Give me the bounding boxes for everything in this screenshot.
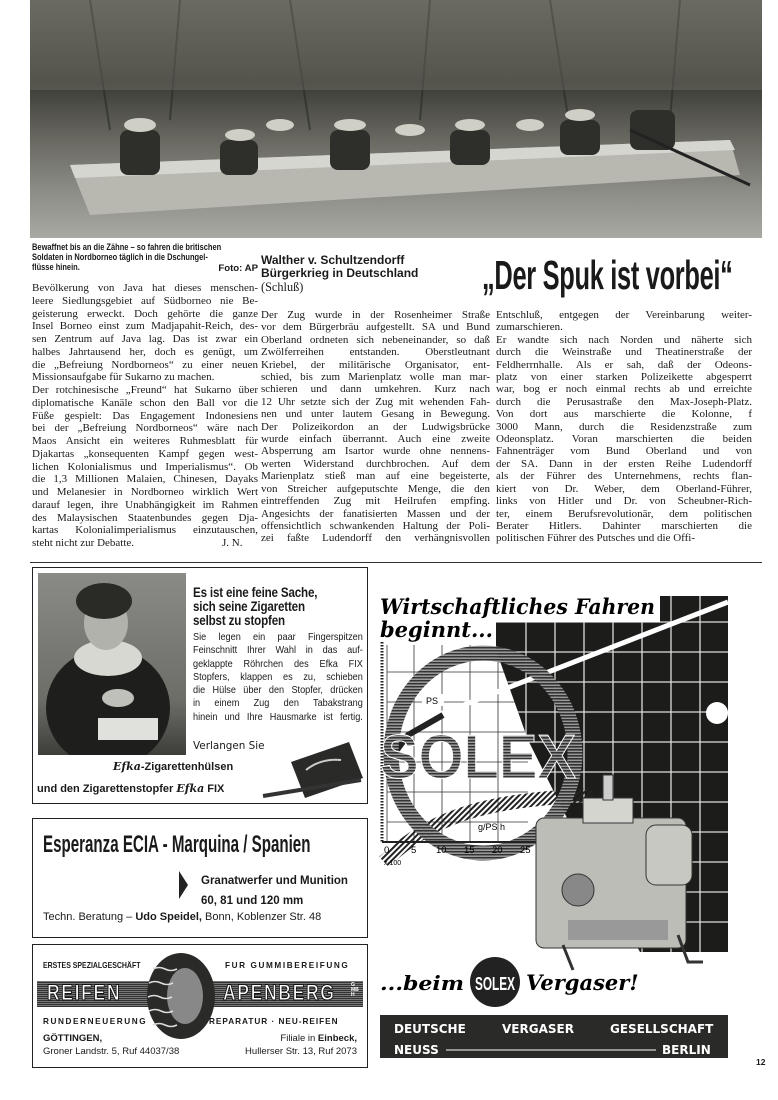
body-line: in einem Zug den Tabakstrang	[193, 698, 363, 710]
text-line: und Melanesier in Nordborneo wirklich Wert	[32, 486, 258, 498]
text-line: Djakartas „konsequenten Kampf gegen west-	[32, 447, 258, 460]
text-line: kartas Kolonialimperialismus einzutauschen,	[32, 524, 258, 537]
solex-logo-text: SOLEX	[380, 723, 576, 792]
product-line: Granatwerfer und Munition	[201, 875, 348, 887]
text-line: offensichtlich schwankenden Haltung der Poli-	[261, 519, 490, 532]
text-line: vor dem Bürgerbräu aufgestellt. SA und Bund	[261, 321, 490, 334]
text-line: die 1,3 Millionen Malaien, Chinesen, Dayaks	[32, 473, 258, 486]
x-tick: 0	[384, 845, 390, 856]
photo-soldiers-boat	[30, 0, 762, 238]
text-line: eintreffenden Zug mit Heilrufen empfing.	[261, 495, 490, 508]
text-line: Kriebel, der militärische Organisator, ent-	[261, 358, 490, 371]
product-fix: FIX	[207, 783, 225, 795]
address: Groner Landstr. 5, Ruf 44037/38	[43, 1045, 180, 1057]
product-name: und den Zigarettenstopfer	[37, 783, 174, 795]
caption-line: Soldaten in Nordborneo täglich in die Dschungel-	[32, 252, 208, 264]
ad-tagline-left: ERSTES SPEZIALGESCHÄFT	[43, 961, 141, 970]
ad-solex	[378, 590, 730, 1065]
ad-efka-product2	[37, 782, 224, 795]
text-line: als der Führer des Unternehmens, rechts flan-	[496, 470, 752, 483]
text-line: Odeonsplatz. Voran marschierten die beiden	[496, 433, 752, 446]
brand-gmbh: GMBH	[351, 982, 359, 998]
body-line: Sie legen ein paar Fingerspitzen	[193, 632, 363, 643]
text-line: Berater Hitlers. Dahinter marschierten die	[496, 519, 752, 532]
solex-badge-text: SOLEX	[475, 974, 515, 994]
text-line: Marienplatz stieß man auf eine begeisterte,	[261, 470, 490, 483]
slogan-pre: ...beim	[380, 971, 464, 995]
text-line: Insel Borneo einst zum Madjapahit-Reich, des-	[32, 320, 258, 333]
series-part: (Schluß)	[261, 280, 304, 294]
body-line: hinein und Ihre Hausmarke ist fertig.	[193, 711, 363, 723]
text-line: Angesichts der fanatisierten Massen und der	[261, 507, 490, 520]
text-line: ter, einem Berufsrevolutionär, dem politischen	[496, 507, 752, 520]
city-right: BERLIN	[662, 1043, 711, 1057]
text-line: Der Zug wurde in der Rosenheimer Straße	[261, 309, 490, 321]
brand-name-right: APENBERG	[223, 980, 336, 1005]
text-line: 12 Uhr setzte sich der Zug mit wehenden Fah-	[261, 395, 490, 408]
contact-prefix: Techn. Beratung –	[43, 911, 136, 923]
text-line: zumarschieren.	[496, 321, 563, 334]
text-line: Er wandte sich nach Norden und näherte sich	[496, 333, 752, 346]
product-name: -Zigarettenhülsen	[140, 761, 234, 773]
ad-address-branch	[245, 1033, 357, 1058]
text-line: sen Zentrum auf Java lag. Das ist zwar ein	[32, 333, 258, 345]
text-line: des Malaysischen Staatenbundes gegen Dja-	[32, 511, 258, 524]
efka-logo: Efka	[113, 760, 141, 773]
ad-tagline-right: FUR GUMMIBEREIFUNG	[225, 961, 350, 970]
arrow-right-icon	[179, 871, 188, 899]
article-column-left	[32, 282, 258, 550]
text-line: Oberland ordneten sich nebeneinander, so daß	[261, 333, 490, 346]
ad-efka-body	[193, 631, 363, 724]
ad-solex-title2: beginnt...	[380, 617, 493, 642]
page-number: 12	[756, 1057, 766, 1067]
efka-logo: Efka	[176, 782, 205, 795]
article-column-middle	[261, 309, 490, 545]
series-title: Bürgerkrieg in Deutschland	[261, 265, 419, 280]
x-axis-unit: x 100	[384, 860, 402, 867]
ad-ecia-title: Esperanza ECIA - Marquina / Spanien	[43, 831, 311, 858]
x-tick: 20	[492, 845, 503, 856]
product-line: 60, 81 und 120 mm	[201, 895, 304, 907]
text-line: Maos Ansicht ein weiteres Ruhmesblatt für	[32, 435, 258, 447]
contact-name: Udo Speidel,	[135, 911, 202, 923]
author-initials: J. N.	[222, 537, 243, 549]
photo-credit: Foto: AP	[218, 262, 258, 274]
company-word: GESELLSCHAFT	[610, 1022, 714, 1036]
ad-service-left: RUNDERNEUERUNG	[43, 1017, 148, 1026]
branch-city: Einbeck,	[317, 1033, 357, 1044]
company-word: VERGASER	[502, 1022, 574, 1036]
text-line: von Streicher aufgeputschte Menge, die den	[261, 482, 490, 495]
ad-efka-ask: Verlangen Sie	[193, 740, 265, 752]
slogan-post: Vergaser!	[526, 970, 639, 995]
product-box-image	[261, 740, 365, 800]
text-line: Füße gespielt: Das Engagement Indonesiens	[32, 409, 258, 422]
text-line: Bevölkerung von Java hat dieses menschen-	[32, 282, 258, 294]
text-line: bei der „Befreiung Nordborneos“ wäre nach	[32, 422, 258, 435]
section-divider	[30, 562, 762, 563]
text-line: platz von einer starken Polizeikette abgesperrt	[496, 371, 752, 384]
text-line: diplomatische Kanäle schon den Ball vor die	[32, 396, 258, 409]
text-line: nen und unter lautem Gesang in Bewegung.	[261, 408, 490, 421]
text-line: Zwölferreihen entstanden. Oberstleutnant	[261, 346, 490, 359]
text-line: steht nicht zur Debatte.	[32, 537, 135, 549]
ad-efka	[32, 567, 368, 804]
text-line: schied, bis zum Marienplatz wolle man mar-	[261, 371, 490, 384]
text-line: Absperrung am Isartor wurde ohne nennens-	[261, 445, 490, 458]
branch-address: Hullerser Str. 13, Ruf 2073	[245, 1045, 357, 1057]
x-tick: 10	[436, 845, 447, 856]
text-line: Der Polizeikordon an der Ludwigsbrücke	[261, 420, 490, 433]
text-line: wurde einfach überrannt. Auch eine zweite	[261, 433, 490, 446]
brand-name-left: REIFEN	[47, 980, 122, 1005]
text-line: die „Befreiung Nordborneos“ zu einer neuen	[32, 358, 258, 371]
body-line: die Hülse über den Stopfer, drücken	[193, 685, 363, 697]
text-line: Entschluß, entgegen der Vereinbarung weiter-	[496, 309, 752, 321]
caption-line: flüsse hinein.	[32, 262, 80, 274]
headline-line: selbst zu stopfen	[193, 613, 285, 628]
text-line: schieren und dann umkehren. Kurz nach	[261, 383, 490, 396]
city: GÖTTINGEN,	[43, 1033, 103, 1044]
ad-address-main	[43, 1033, 179, 1058]
headline: „Der Spuk ist vorbei“	[482, 252, 733, 298]
text-line: durch die Perusastraße den Max-Joseph-Platz.	[496, 395, 752, 408]
news-photo	[30, 0, 762, 238]
ad-efka-product1	[113, 760, 233, 773]
headline-line: Es ist eine feine Sache,	[193, 585, 318, 600]
text-line: politischen Führer des Putsches und die Offi-	[496, 532, 695, 545]
curve-label-ps: PS	[426, 696, 439, 706]
contact-address: Bonn, Koblenzer Str. 48	[201, 911, 322, 923]
text-line: halbes Jahrtausend her, doch es genügt, um	[32, 345, 258, 358]
company-word: DEUTSCHE	[394, 1022, 466, 1036]
text-line: zei faßte Ludendorff den verhängnisvollen	[261, 532, 490, 545]
caption-line: Bewaffnet bis an die Zähne – so fahren die britischen	[32, 242, 222, 253]
white-dot	[706, 702, 728, 724]
text-line: 3000 Mann, durch die Residenzstraße zum	[496, 420, 752, 433]
body-line: geklappte Röhrchen des Efka FIX	[193, 658, 363, 670]
article-column-right	[496, 309, 752, 545]
text-line: lichen Kolonialismus und Imperialismus“. Ob	[32, 460, 258, 473]
tire-icon	[141, 951, 221, 1041]
text-line: Feldherrnhalle. Als er sah, daß der Odeons-	[496, 358, 752, 371]
text-line: Missionsaufgabe für Sukarno zu machen.	[32, 371, 215, 384]
text-line: Der rotchinesische „Freund“ hat Sukarno über	[32, 384, 258, 396]
text-line: Von dort aus marschierte die Kolonne, f	[496, 408, 752, 421]
headline-line: sich seine Zigaretten	[193, 599, 305, 614]
ad-ecia-contact	[43, 911, 321, 923]
ad-ecia	[32, 818, 368, 938]
text-line: geisterung erweckt. Doch gehörte die ganze	[32, 307, 258, 320]
city-left: NEUSS	[394, 1043, 439, 1057]
ad-service-right: REPARATUR · NEU-REIFEN	[209, 1017, 339, 1026]
photo-caption	[32, 243, 258, 274]
text-line: kiert von Dr. Weber, dem Oberland-Führer,	[496, 482, 752, 495]
text-line: der SA. Dann in der ersten Reihe Ludendorff	[496, 457, 752, 470]
x-tick: 5	[411, 845, 417, 856]
ad-photo-woman	[38, 573, 186, 755]
ad-ecia-products	[201, 871, 348, 911]
curve-label-gps: g/PS h	[478, 822, 506, 832]
text-line: werten Widerstand durchbrochen. Auf dem	[261, 457, 490, 470]
ad-solex-title: Wirtschaftliches Fahren	[380, 594, 655, 619]
branch-prefix: Filiale in	[280, 1033, 318, 1044]
x-tick: 15	[464, 845, 475, 856]
text-line: war, bog er noch einmal rechts ab und erreichte	[496, 383, 752, 396]
text-line: leere Siedlungsgebiet auf Südborneo nie Be-	[32, 294, 258, 307]
ad-reifen-apenberg	[32, 944, 368, 1068]
body-line: Stopfers, klappen es zu, schieben	[193, 671, 363, 683]
body-line: Feinschnitt Ihrer Wahl in das auf-	[193, 645, 363, 657]
x-tick: 25	[520, 845, 531, 856]
text-line: darauf legen, ihre Unabhängigkeit im Rahmen	[32, 498, 258, 511]
author-name: Walther v. Schultzendorff	[261, 253, 405, 267]
article-byline	[261, 254, 418, 279]
text-line: Fahnenträger vom Bund Oberland und von	[496, 445, 752, 458]
text-line: links von Hitler und Dr. von Scheubner-Rich-	[496, 495, 752, 508]
ad-efka-headline	[193, 586, 317, 628]
text-line: durch die Weinstraße und Theatinerstraße der	[496, 346, 752, 359]
